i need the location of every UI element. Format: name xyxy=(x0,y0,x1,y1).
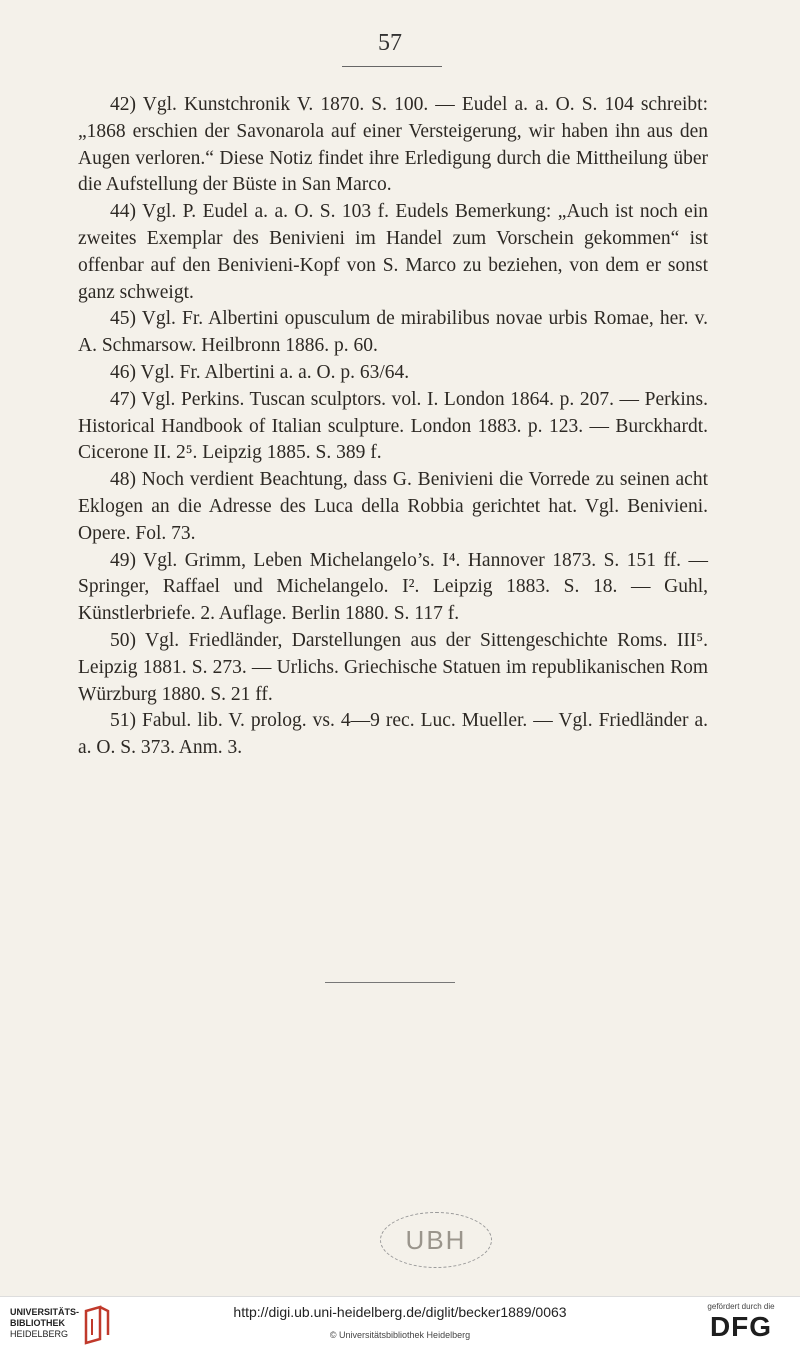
footnote-number: 44) xyxy=(110,201,136,223)
permalink-url[interactable]: http://digi.ub.uni-heidelberg.de/diglit/becker1889/0063 xyxy=(233,1304,567,1320)
dfg-logo[interactable] xyxy=(696,1302,786,1343)
footnote-text: Vgl. Friedländer, Darstellungen aus der Sittengeschichte Roms. III⁵. Leipzig 1881. S. 273. — Urlichs. Griechische Statuen im republikanischen Rom Würzburg 1880. S. 21 ff. xyxy=(78,629,708,705)
library-name: UNIVERSITÄTS- BIBLIOTHEK HEIDELBERG xyxy=(10,1307,80,1339)
footnote xyxy=(78,387,708,467)
footnote-text: Vgl. P. Eudel a. a. O. S. 103 f. Eudels Bemerkung: „Auch ist noch ein zweites Exemplar des Benivieni im Handel zum Vorschein gekommen“ ist offenbar auf den Benivieni-Kopf von S. Marco zu beziehen, von dem er sonst ganz schweigt. xyxy=(78,201,708,303)
funding-note: gefördert durch die xyxy=(707,1302,775,1311)
end-rule xyxy=(325,982,455,983)
footnote-text: Vgl. Kunstchronik V. 1870. S. 100. — Eudel a. a. O. S. 104 schreibt: „1868 erschien der Savonarola auf einer Versteigerung, wir haben ihn aus den Augen verloren.“ Diese Notiz findet ihre Erledigung durch die Mittheilung über die Aufstellung der Büste in San Marco. xyxy=(78,94,708,196)
page-number-rule xyxy=(342,66,442,67)
footnote-text: Vgl. Fr. Albertini opusculum de mirabilibus novae urbis Romae, her. v. A. Schmarsow. Heilbronn 1886. p. 60. xyxy=(78,308,708,357)
footnotes-block xyxy=(78,92,708,762)
footnote xyxy=(78,467,708,547)
footnote-number: 50) xyxy=(110,629,136,651)
footnote xyxy=(78,306,708,360)
copyright-notice: © Universitätsbibliothek Heidelberg xyxy=(329,1330,471,1340)
footnote xyxy=(78,548,708,628)
page-number: 57 xyxy=(378,30,402,56)
footnote-number: 49) xyxy=(110,549,136,571)
footnote xyxy=(78,199,708,306)
footnote-number: 48) xyxy=(110,469,136,491)
footnote-text: Noch verdient Beachtung, dass G. Benivieni die Vorrede zu seinen acht Eklogen an die Adresse des Luca della Robbia gerichtet hat. Vgl. Benivieni. Opere. Fol. 73. xyxy=(78,469,708,544)
footnote-number: 47) xyxy=(110,388,136,410)
footnote-number: 45) xyxy=(110,308,136,330)
footnote xyxy=(78,708,708,762)
footnote xyxy=(78,92,708,199)
dfg-wordmark: DFG xyxy=(709,1311,773,1342)
footnote-text: Fabul. lib. V. prolog. vs. 4—9 rec. Luc. Mueller. — Vgl. Friedländer a. a. O. S. 373. Anm. 3. xyxy=(78,710,709,759)
library-stamp: UBH xyxy=(380,1212,492,1268)
footnote-text: Vgl. Grimm, Leben Michelangelo’s. I⁴. Hannover 1873. S. 151 ff. — Springer, Raffael und Michelangelo. I². Leipzig 1883. S. 18. — Guhl, Künstlerbriefe. 2. Auflage. Berlin 1880. S. 117 f. xyxy=(78,549,708,625)
footnote-text: Vgl. Perkins. Tuscan sculptors. vol. I. London 1864. p. 207. — Perkins. Historical Handbook of Italian sculpture. London 1883. p. 123. — Burckhardt. Cicerone II. 2⁵. Leipzig 1885. S. 389 f. xyxy=(78,388,708,464)
footnote-number: 51) xyxy=(110,710,136,732)
footnote-number: 42) xyxy=(110,94,136,115)
viewer-footer xyxy=(0,1296,800,1352)
footnote-text: Vgl. Fr. Albertini a. a. O. p. 63/64. xyxy=(140,361,410,383)
footnote xyxy=(78,360,708,387)
footnote-number: 46) xyxy=(110,361,136,383)
footnote xyxy=(78,628,708,708)
